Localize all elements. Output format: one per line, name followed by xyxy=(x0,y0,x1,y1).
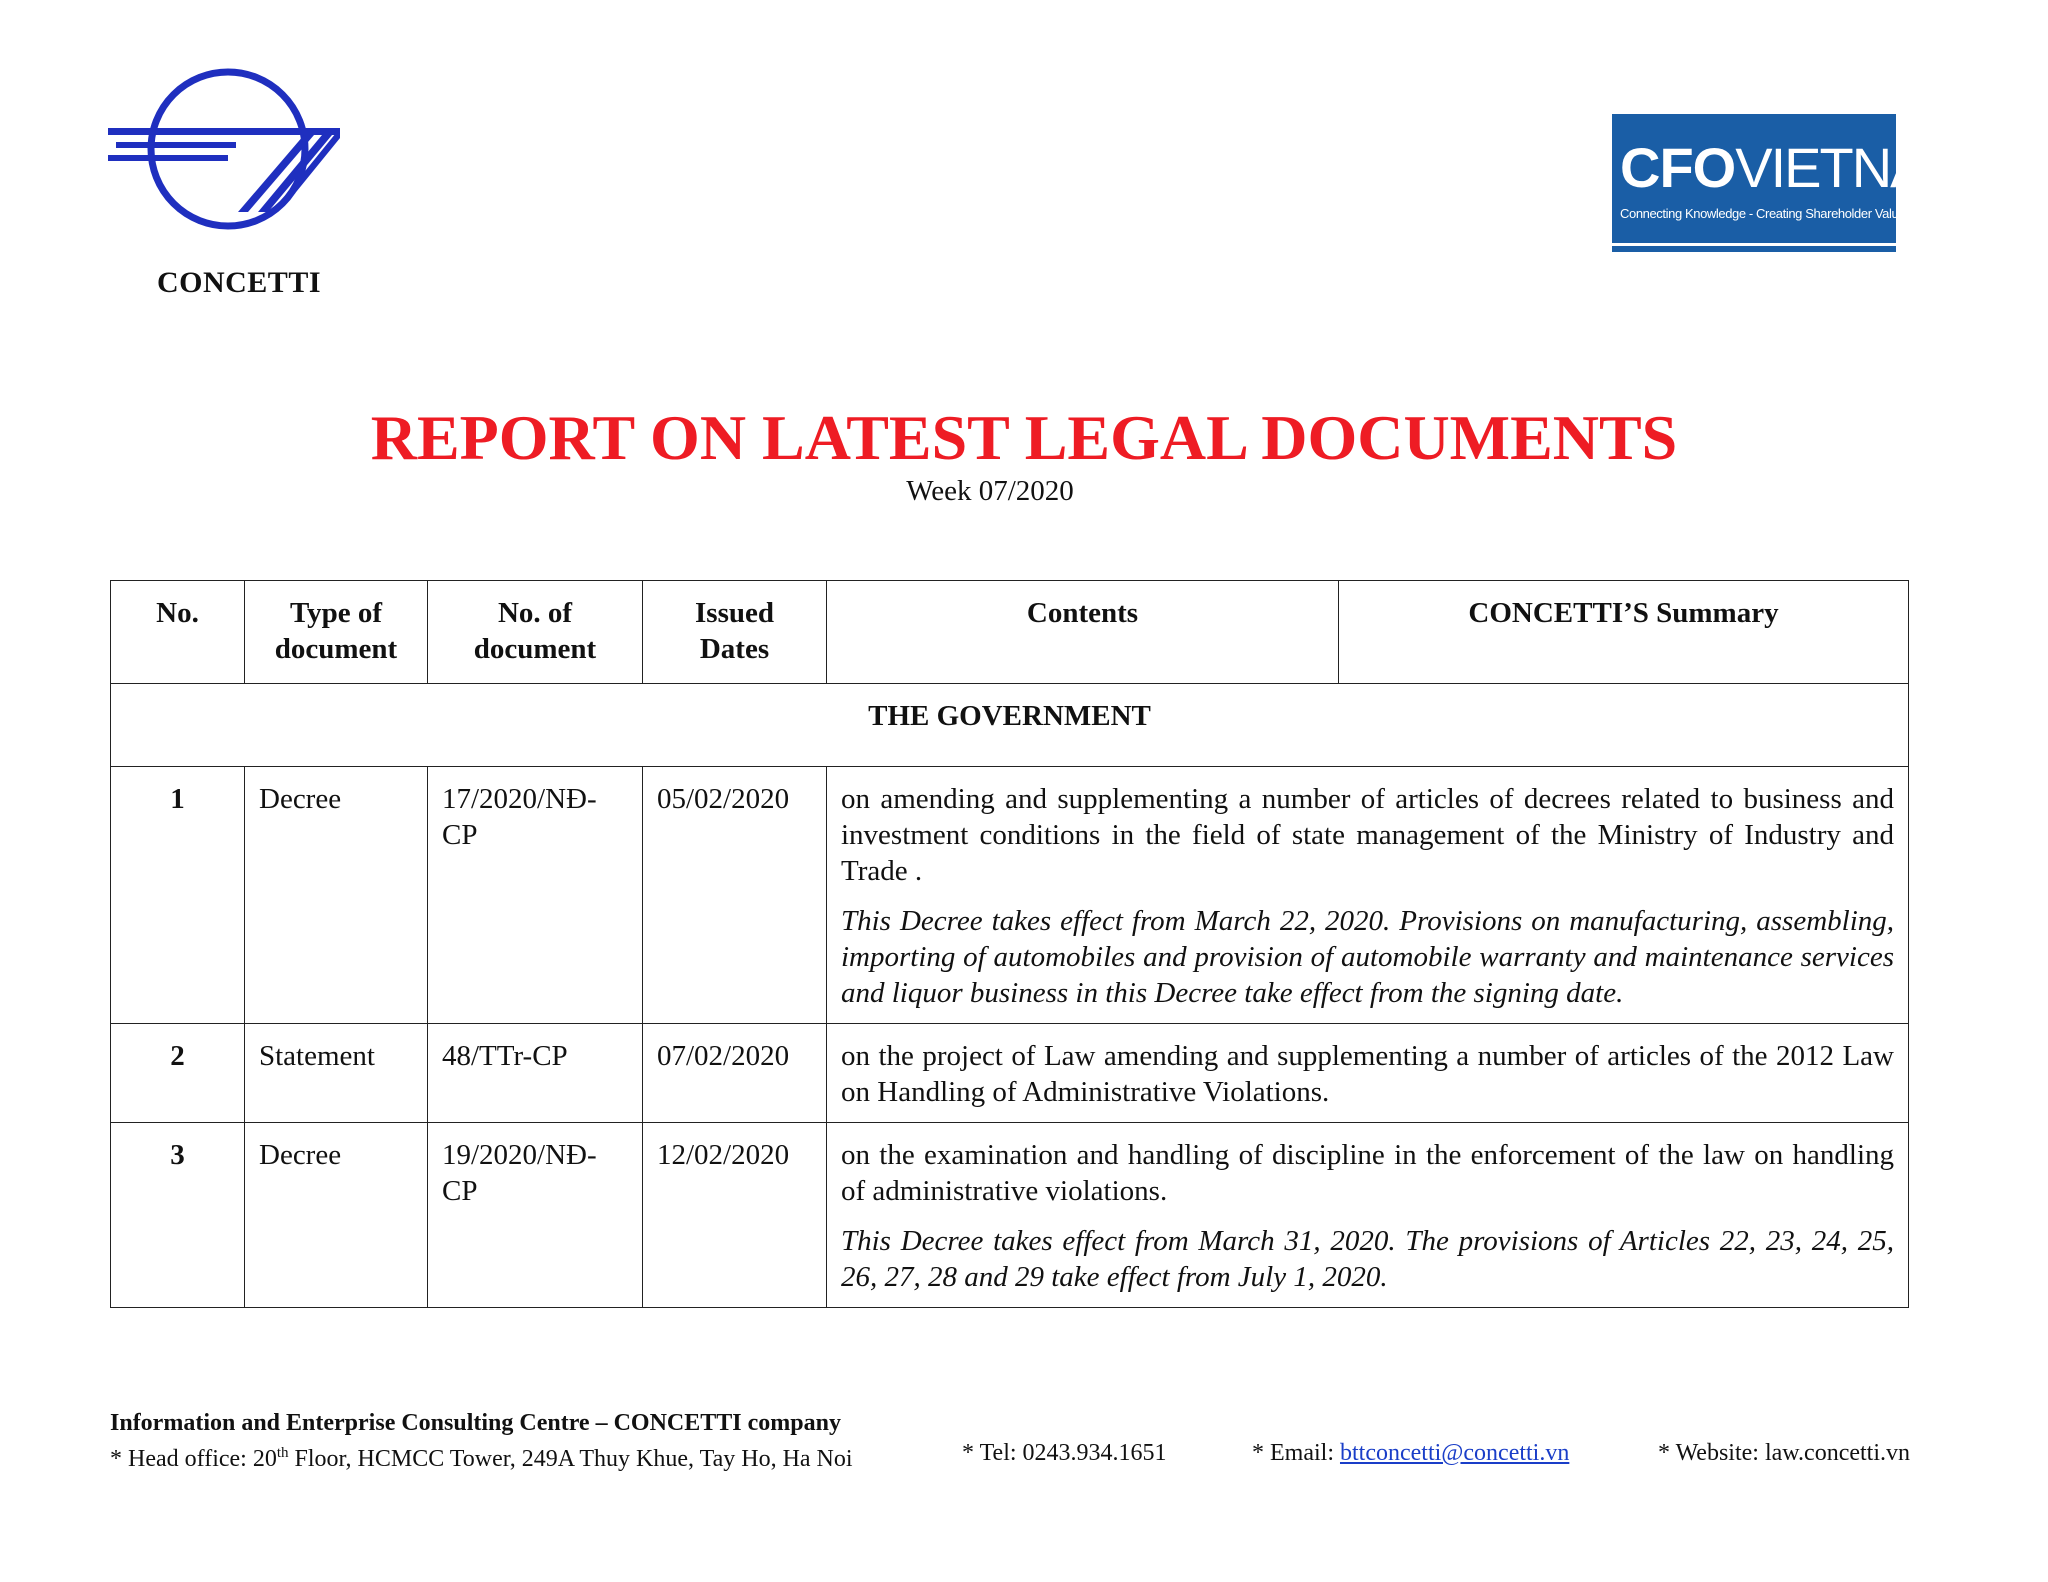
row-type: Decree xyxy=(245,1123,428,1308)
header-dates: Issued Dates xyxy=(643,581,827,684)
row-no: 3 xyxy=(111,1123,245,1308)
header-no: No. xyxy=(111,581,245,684)
row-no: 2 xyxy=(111,1024,245,1123)
row-contents-text: on the project of Law amending and supplementing a number of articles of the 2012 Law on Handling of Administrative Violations. xyxy=(841,1040,1894,1108)
row-effect-text: This Decree takes effect from March 31, 2020. The provisions of Articles 22, 23, 24, 25, 26, 27, 28 and 29 take effect from July 1, 2020. xyxy=(841,1225,1894,1293)
table-row xyxy=(111,1024,1909,1123)
section-title: THE GOVERNMENT xyxy=(111,684,1909,767)
footer-website: * Website: law.concetti.vn xyxy=(1658,1440,1910,1466)
logo-rule xyxy=(1612,243,1896,246)
vietnam-text: VIETNAM xyxy=(1735,136,1971,199)
cfovietnam-brand xyxy=(1620,136,1971,199)
footer-email xyxy=(1252,1438,1569,1468)
table-header-row xyxy=(111,581,1909,684)
report-week: Week 07/2020 xyxy=(906,475,1074,507)
row-date: 07/02/2020 xyxy=(643,1024,827,1123)
header-summary: CONCETTI’S Summary xyxy=(1339,581,1909,684)
email-link[interactable]: bttconcetti@concetti.vn xyxy=(1339,1440,1570,1466)
section-row xyxy=(111,684,1909,767)
footer xyxy=(110,1408,1990,1470)
row-date: 12/02/2020 xyxy=(643,1123,827,1308)
row-number: 17/2020/NĐ-CP xyxy=(428,767,643,1024)
row-type: Decree xyxy=(245,767,428,1024)
row-contents-text: on amending and supplementing a number of articles of decrees related to business and investment conditions in the field of state management of the Ministry of Industry and Trade . xyxy=(841,783,1894,887)
row-contents xyxy=(827,1123,1909,1308)
footer-contact-line xyxy=(110,1438,1990,1470)
row-type: Statement xyxy=(245,1024,428,1123)
row-contents xyxy=(827,1024,1909,1123)
footer-office xyxy=(110,1438,853,1474)
cfo-text: CFO xyxy=(1620,136,1736,199)
row-effect-text: This Decree takes effect from March 22, 2020. Provisions on manufacturing, assembling, importing of automobiles and provision of automobile warranty and maintenance services and liquor business in this Decree take effect from the signing date. xyxy=(841,905,1894,1009)
cfovietnam-tagline: Connecting Knowledge - Creating Shareholder Value xyxy=(1620,206,1906,221)
table-row xyxy=(111,1123,1909,1308)
header-type: Type of document xyxy=(245,581,428,684)
office-sup: th xyxy=(276,1445,289,1461)
row-contents-text: on the examination and handling of discipline in the enforcement of the law on handling of administrative violations. xyxy=(841,1139,1894,1207)
row-contents xyxy=(827,767,1909,1024)
table-row xyxy=(111,767,1909,1024)
footer-company: Information and Enterprise Consulting Centre – CONCETTI company xyxy=(110,1410,841,1436)
row-date: 05/02/2020 xyxy=(643,767,827,1024)
report-title: REPORT ON LATEST LEGAL DOCUMENTS xyxy=(370,402,1678,473)
header-contents: Contents xyxy=(827,581,1339,684)
footer-tel: * Tel: 0243.934.1651 xyxy=(962,1440,1167,1466)
row-number: 48/TTr-CP xyxy=(428,1024,643,1123)
concetti-logo xyxy=(108,62,340,240)
office-prefix: * Head office: 20 xyxy=(110,1446,277,1472)
cfovietnam-logo xyxy=(1612,114,1971,252)
office-suffix: Floor, HCMCC Tower, 249A Thuy Khue, Tay Ho, Ha Noi xyxy=(288,1446,853,1472)
header-number: No. of document xyxy=(428,581,643,684)
email-label: * Email: xyxy=(1252,1440,1340,1466)
legal-documents-table xyxy=(110,580,1909,1308)
row-number: 19/2020/NĐ-CP xyxy=(428,1123,643,1308)
concetti-logo-name: CONCETTI xyxy=(156,266,322,299)
row-no: 1 xyxy=(111,767,245,1024)
